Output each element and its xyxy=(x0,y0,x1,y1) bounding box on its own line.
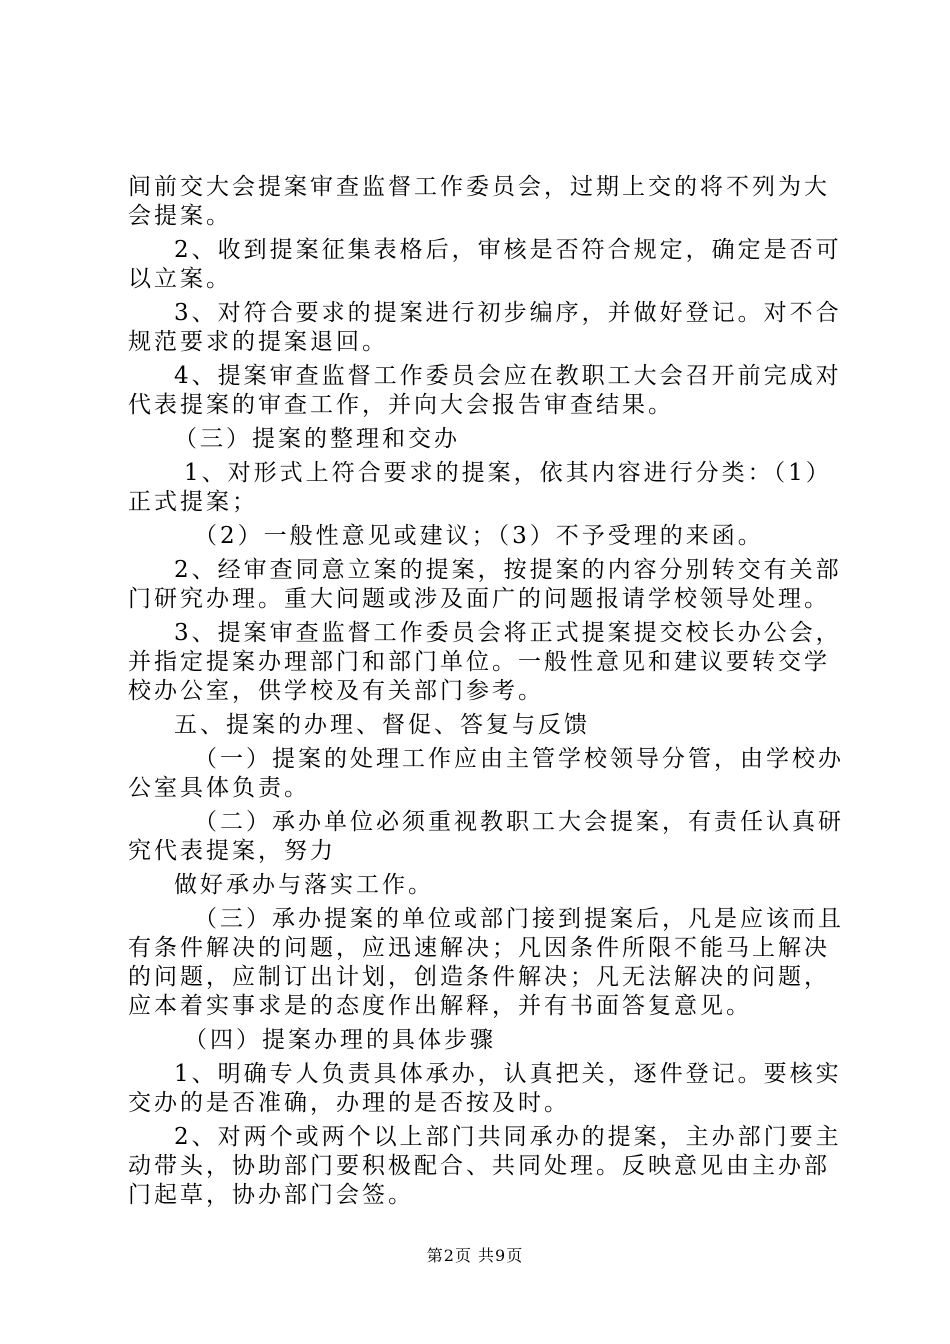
text-line: 的问题，应制订出计划，创造条件解决；凡无法解决的问题， xyxy=(128,964,830,990)
text-line: 3、提案审查监督工作委员会将正式提案提交校长办公会， xyxy=(174,620,842,646)
page-number-footer: 第2页 共9页 xyxy=(426,1246,524,1265)
text-line: 应本着实事求是的态度作出解释，并有书面答复意见。 xyxy=(128,993,752,1019)
text-line: 有条件解决的问题，应迅速解决；凡因条件所限不能马上解决 xyxy=(128,935,830,961)
text-line: （二）承办单位必须重视教职工大会提案，有责任认真研 xyxy=(194,809,844,835)
text-line: 代表提案的审查工作，并向大会报告审查结果。 xyxy=(128,392,674,418)
text-line: 间前交大会提案审查监督工作委员会，过期上交的将不列为大 xyxy=(128,174,830,200)
text-line: 校办公室，供学校及有关部门参考。 xyxy=(128,678,544,704)
text-line: （三）承办提案的单位或部门接到提案后，凡是应该而且 xyxy=(194,906,844,932)
text-line: 究代表提案，努力 xyxy=(128,838,336,864)
text-line: 4、提案审查监督工作委员会应在教职工大会召开前完成对 xyxy=(174,363,842,389)
text-line: 正式提案； xyxy=(128,489,258,515)
text-line: 公室具体负责。 xyxy=(128,775,310,801)
document-body xyxy=(128,173,844,1210)
text-line: （一）提案的处理工作应由主管学校领导分管，由学校办 xyxy=(194,746,844,772)
text-line: 3、对符合要求的提案进行初步编序，并做好登记。对不合 xyxy=(174,300,842,326)
text-line: 并指定提案办理部门和部门单位。一般性意见和建议要转交学 xyxy=(128,649,830,675)
text-line: 做好承办与落实工作。 xyxy=(174,872,434,898)
text-line: 门研究办理。重大问题或涉及面广的问题报请学校领导处理。 xyxy=(128,586,830,612)
text-line: 规范要求的提案退回。 xyxy=(128,329,388,355)
section-heading: （三）提案的整理和交办 xyxy=(174,426,460,452)
section-heading: 五、提案的办理、督促、答复与反馈 xyxy=(174,712,590,738)
text-line: 动带头，协助部门要积极配合、共同处理。反映意见由主办部 xyxy=(128,1153,830,1179)
section-heading: （四）提案办理的具体步骤 xyxy=(184,1027,496,1053)
text-line: 以立案。 xyxy=(128,266,232,292)
text-line: 2、收到提案征集表格后，审核是否符合规定，确定是否可 xyxy=(174,237,842,263)
text-line: 1、对形式上符合要求的提案，依其内容进行分类：（1） xyxy=(184,460,832,486)
text-line: 2、对两个或两个以上部门共同承办的提案，主办部门要主 xyxy=(174,1124,842,1150)
text-line: 2、经审查同意立案的提案，按提案的内容分别转交有关部 xyxy=(174,557,842,583)
text-line: 1、明确专人负责具体承办，认真把关，逐件登记。要核实 xyxy=(174,1061,842,1087)
text-line: 会提案。 xyxy=(128,203,232,229)
text-line: （2）一般性意见或建议；（3）不予受理的来函。 xyxy=(194,523,764,549)
text-line: 门起草，协办部门会签。 xyxy=(128,1182,414,1208)
text-line: 交办的是否准确，办理的是否按及时。 xyxy=(128,1090,570,1116)
